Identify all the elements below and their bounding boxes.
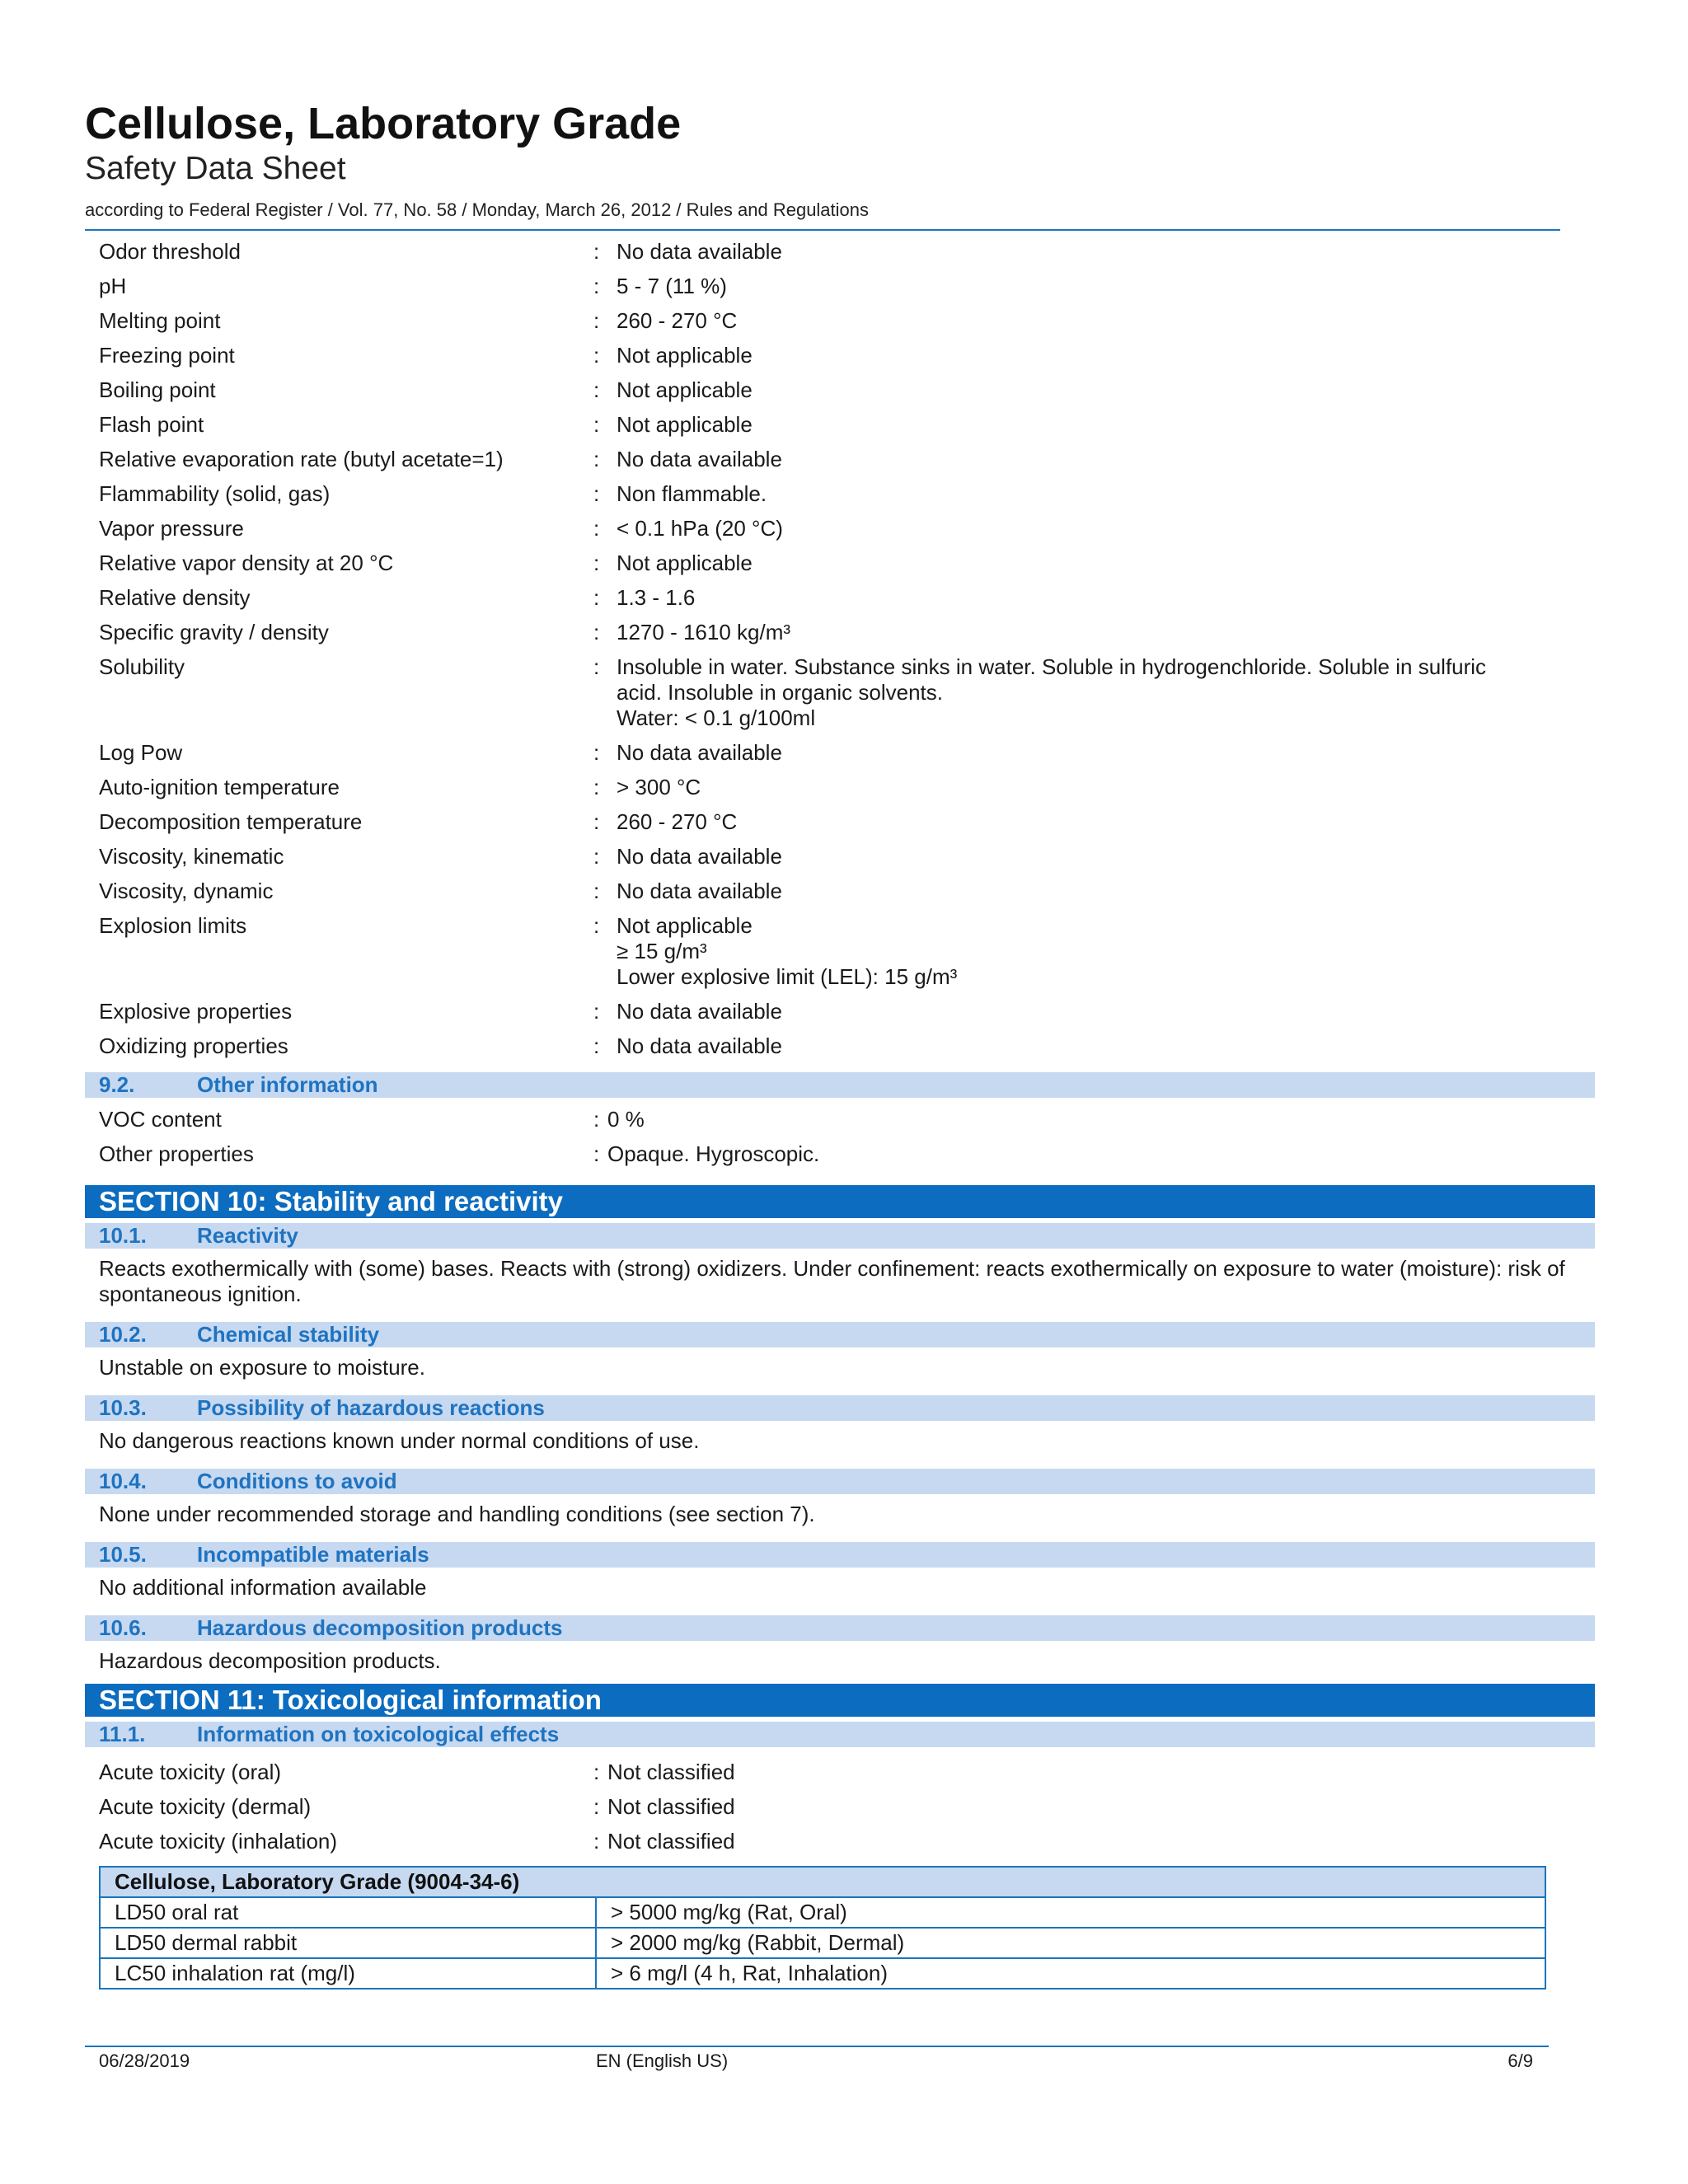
property-label: Acute toxicity (dermal) [99, 1794, 312, 1819]
property-row: Explosion limits : Not applicable ≥ 15 g/m³ Lower explosive limit (LEL): 15 g/m³ [85, 909, 1595, 995]
table-cell: > 2000 mg/kg (Rabbit, Dermal) [596, 1928, 1545, 1958]
property-row: Odor threshold : No data available [85, 235, 1595, 269]
property-value: Not classified [607, 1760, 735, 1784]
subsection-text: Unstable on exposure to moisture. [99, 1355, 425, 1380]
property-label: Other properties [99, 1141, 254, 1166]
subsection-heading-11-1 [85, 1722, 1595, 1747]
property-value: No data available [617, 1033, 782, 1058]
property-row: VOC content : 0 % [85, 1103, 1595, 1137]
header-divider [85, 229, 1560, 231]
table-cell: LC50 inhalation rat (mg/l) [100, 1958, 596, 1989]
property-label: Odor threshold [99, 239, 241, 264]
property-value: Non flammable. [617, 481, 767, 506]
subsection-heading-9-2 [85, 1072, 1595, 1098]
property-value: Not classified [607, 1794, 735, 1819]
property-row: Freezing point : Not applicable [85, 339, 1595, 373]
property-value: No data available [617, 879, 782, 903]
property-value: No data available [617, 447, 782, 471]
subsection-number: 10.6. [99, 1615, 147, 1640]
subsection-heading-10-6 [85, 1615, 1595, 1641]
property-row: Specific gravity / density : 1270 - 1610 kg/m³ [85, 616, 1595, 650]
property-row: Acute toxicity (dermal) : Not classified [85, 1790, 1595, 1825]
footer-language: EN (English US) [596, 2050, 729, 2071]
property-row: Explosive properties : No data available [85, 995, 1595, 1029]
property-label: Flash point [99, 412, 204, 437]
document-title: Cellulose, Laboratory Grade [85, 99, 682, 148]
property-value: 1.3 - 1.6 [617, 585, 696, 610]
document-body [85, 235, 1595, 1990]
subsection-title: Information on toxicological effects [197, 1722, 560, 1746]
subsection-number: 10.5. [99, 1542, 147, 1567]
section-10-heading: SECTION 10: Stability and reactivity [85, 1185, 1595, 1218]
property-label: Log Pow [99, 740, 183, 765]
property-label: Boiling point [99, 377, 216, 402]
property-label: Flammability (solid, gas) [99, 481, 331, 506]
property-row: Flammability (solid, gas) : Non flammable. [85, 477, 1595, 512]
property-label: Vapor pressure [99, 516, 244, 541]
subsection-number: 10.2. [99, 1322, 147, 1347]
subsection-text: No additional information available [99, 1575, 427, 1600]
property-label: Acute toxicity (oral) [99, 1760, 282, 1784]
subsection-heading-10-5 [85, 1542, 1595, 1568]
property-label: Explosion limits [99, 913, 247, 938]
property-value: Insoluble in water. Substance sinks in water. Soluble in hydrogenchloride. Soluble in sulfuric acid. Insoluble in organic solvents. Water: < 0.1 g/100ml [617, 654, 1487, 730]
property-value: < 0.1 hPa (20 °C) [617, 516, 783, 541]
property-value: 5 - 7 (11 %) [617, 274, 727, 298]
regulation-reference: according to Federal Register / Vol. 77, No. 58 / Monday, March 26, 2012 / Rules and Regulations [85, 199, 870, 220]
property-row: Solubility : Insoluble in water. Substance sinks in water. Soluble in hydrogenchloride. Soluble in sulfuric acid. Insoluble in organic solvents. Water: < 0.1 g/100ml [85, 650, 1595, 736]
subsection-title: Chemical stability [197, 1322, 380, 1347]
property-value: Not applicable [617, 343, 753, 368]
property-label: Viscosity, kinematic [99, 844, 284, 869]
property-value: Not applicable [617, 377, 753, 402]
property-label: Specific gravity / density [99, 620, 329, 644]
property-value: No data available [617, 999, 782, 1024]
property-label: Acute toxicity (inhalation) [99, 1829, 338, 1854]
property-label: Melting point [99, 308, 221, 333]
property-label: Relative vapor density at 20 °C [99, 551, 394, 575]
property-label: Solubility [99, 654, 185, 679]
table-header-row [100, 1867, 1545, 1897]
property-label: Relative evaporation rate (butyl acetate=1) [99, 447, 504, 471]
table-cell: > 5000 mg/kg (Rat, Oral) [596, 1897, 1545, 1928]
footer-divider [85, 2046, 1549, 2047]
property-value: 0 % [607, 1107, 645, 1132]
property-label: Decomposition temperature [99, 809, 363, 834]
property-row: Auto-ignition temperature : > 300 °C [85, 771, 1595, 805]
property-row: Boiling point : Not applicable [85, 373, 1595, 408]
table-row [100, 1958, 1545, 1989]
section-11-heading: SECTION 11: Toxicological information [85, 1684, 1595, 1717]
property-row: Melting point : 260 - 270 °C [85, 304, 1595, 339]
property-row: Log Pow : No data available [85, 736, 1595, 771]
property-label: Relative density [99, 585, 251, 610]
property-row: Viscosity, kinematic : No data available [85, 840, 1595, 874]
subsection-number: 11.1. [99, 1722, 146, 1746]
properties-list [85, 235, 1595, 1064]
property-row: Relative density : 1.3 - 1.6 [85, 581, 1595, 616]
property-value: 260 - 270 °C [617, 308, 738, 333]
property-label: Auto-ignition temperature [99, 775, 340, 799]
subsection-title: Conditions to avoid [197, 1469, 397, 1493]
subsection-text: No dangerous reactions known under normal conditions of use. [99, 1428, 700, 1453]
property-value: 1270 - 1610 kg/m³ [617, 620, 791, 644]
subsection-heading-10-2 [85, 1322, 1595, 1347]
property-label: VOC content [99, 1107, 222, 1132]
property-label: Freezing point [99, 343, 235, 368]
property-label: pH [99, 274, 127, 298]
document-header [85, 97, 1560, 223]
toxicity-table [99, 1866, 1546, 1990]
subsection-text: None under recommended storage and handling conditions (see section 7). [99, 1502, 815, 1526]
property-value: Not classified [607, 1829, 735, 1854]
property-row: Vapor pressure : < 0.1 hPa (20 °C) [85, 512, 1595, 546]
subsection-title: Other information [197, 1072, 378, 1097]
property-label: Oxidizing properties [99, 1033, 288, 1058]
subsection-title: Reactivity [197, 1223, 298, 1248]
property-value: Not applicable ≥ 15 g/m³ Lower explosive limit (LEL): 15 g/m³ [617, 913, 958, 989]
property-row: Acute toxicity (oral) : Not classified [85, 1755, 1595, 1790]
footer-date: 06/28/2019 [99, 2050, 190, 2071]
subsection-number: 10.1. [99, 1223, 147, 1248]
subsection-number: 10.4. [99, 1469, 147, 1493]
property-value: Opaque. Hygroscopic. [607, 1141, 820, 1166]
property-label: Viscosity, dynamic [99, 879, 274, 903]
property-row: pH : 5 - 7 (11 %) [85, 269, 1595, 304]
subsection-heading-10-4 [85, 1469, 1595, 1494]
subsection-heading-10-1 [85, 1223, 1595, 1249]
property-value: No data available [617, 239, 782, 264]
subsection-text: Reacts exothermically with (some) bases. Reacts with (strong) oxidizers. Under confinement: reacts exothermically on exposure to water (moisture): risk of spontaneous ignition. [99, 1256, 1565, 1306]
property-value: No data available [617, 844, 782, 869]
subsection-title: Hazardous decomposition products [197, 1615, 563, 1640]
property-row: Relative evaporation rate (butyl acetate=1) : No data available [85, 443, 1595, 477]
footer-page-number: 6/9 [1507, 2050, 1533, 2071]
table-cell: LD50 dermal rabbit [100, 1928, 596, 1958]
subsection-text: Hazardous decomposition products. [99, 1648, 441, 1673]
property-value: No data available [617, 740, 782, 765]
property-row: Viscosity, dynamic : No data available [85, 874, 1595, 909]
property-value: Not applicable [617, 412, 753, 437]
subsection-title: Possibility of hazardous reactions [197, 1395, 545, 1420]
property-row: Oxidizing properties : No data available [85, 1029, 1595, 1064]
table-header: Cellulose, Laboratory Grade (9004-34-6) [100, 1867, 1545, 1897]
property-row: Other properties : Opaque. Hygroscopic. [85, 1137, 1595, 1172]
subsection-heading-10-3 [85, 1395, 1595, 1421]
table-cell: > 6 mg/l (4 h, Rat, Inhalation) [596, 1958, 1545, 1989]
table-cell: LD50 oral rat [100, 1897, 596, 1928]
property-value: > 300 °C [617, 775, 701, 799]
property-value: 260 - 270 °C [617, 809, 738, 834]
table-row [100, 1928, 1545, 1958]
property-row: Flash point : Not applicable [85, 408, 1595, 443]
document-subtitle: Safety Data Sheet [85, 151, 346, 186]
property-label: Explosive properties [99, 999, 293, 1024]
property-value: Not applicable [617, 551, 753, 575]
property-row: Relative vapor density at 20 °C : Not applicable [85, 546, 1595, 581]
table-row [100, 1897, 1545, 1928]
property-row: Decomposition temperature : 260 - 270 °C [85, 805, 1595, 840]
subsection-number: 9.2. [99, 1072, 135, 1097]
subsection-title: Incompatible materials [197, 1542, 429, 1567]
property-row: Acute toxicity (inhalation) : Not classified [85, 1825, 1595, 1859]
subsection-number: 10.3. [99, 1395, 147, 1420]
